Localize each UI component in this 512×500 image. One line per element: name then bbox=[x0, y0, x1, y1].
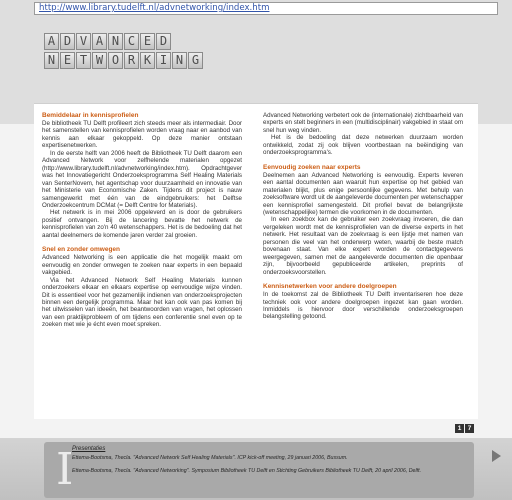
paragraph: Deelnemen aan Advanced Networking is eenvoudig. Experts leveren een aantal documenten aan waaruit hun expertise op het gebied van materialen blijkt, plus enige persoonlijke gegevens. Met behulp van zoeksoftware wordt uit de aangeleverde documenten per wetenschapper een kennisprofiel samengesteld. Dit profiel bevat de belangrijkste (wetenschappelijke) termen die voorkomen in de documenten. bbox=[263, 171, 463, 216]
left-column bbox=[42, 112, 242, 329]
advanced-networking-logo bbox=[44, 33, 204, 69]
page-number-digit: 1 bbox=[455, 424, 464, 433]
section-heading: Snel en zonder omwegen bbox=[42, 246, 121, 254]
next-page-arrow-icon[interactable] bbox=[492, 450, 501, 462]
presentations-list bbox=[72, 446, 467, 475]
logo-tile: G bbox=[188, 52, 203, 69]
paragraph: Het netwerk is in mei 2006 opgeleverd en is door de gebruikers positief ontvangen. Bij de lancering bevatte het netwerk de kennisprofielen van zo'n 40 wetenschappers. Het is de bedoeling dat het aantal deelnemers de komende jaren verder zal groeien. bbox=[42, 209, 242, 239]
logo-tile: T bbox=[76, 52, 91, 69]
logo-tile: O bbox=[108, 52, 123, 69]
url-link[interactable]: http://www.library.tudelft.nl/advnetworking/index.htm bbox=[39, 3, 270, 13]
logo-row-networking bbox=[44, 52, 204, 69]
presentations-title: Presentaties bbox=[72, 446, 106, 452]
section-heading: Bemiddelaar in kennisprofielen bbox=[42, 112, 139, 119]
logo-tile: E bbox=[140, 33, 155, 50]
logo-row-advanced bbox=[44, 33, 204, 50]
logo-tile: N bbox=[172, 52, 187, 69]
paragraph: Het is de bedoeling dat deze netwerken duurzaam worden ontwikkeld, zodat zij ook blijven voortbestaan na beëindiging van onderzoeksprogramma's. bbox=[263, 134, 463, 157]
paragraph: In een zoekbox kan de gebruiker een zoekvraag invoeren, die dan vergeleken wordt met de kennisprofielen van de diverse experts in het netwerk. Het resultaat van de zoekvraag is een lijstje met namen van personen die veel van het onderwerp weten, waarbij de beste match bovenaan staat. Van elke expert worden de contactgegevens weergegeven, samen met de aangeleverde documenten die openbaar zijn, bijvoorbeeld gepubliceerde artikelen, preprints of onderzoeksvoorstellen. bbox=[263, 216, 463, 276]
i-beam-decoration-icon: Ⅰ bbox=[56, 444, 74, 495]
page-number bbox=[455, 424, 474, 433]
presentation-entry: Ettema-Bootsma, Thecla. "Advanced Networking". Symposium Bibliotheek TU Delft en Stichting Gebruikers Bibliotheek TU Delft, 20 april 2006, Delft. bbox=[72, 468, 422, 475]
section-heading: Kennisnetwerken voor andere doelgroepen bbox=[263, 283, 397, 291]
logo-tile: I bbox=[156, 52, 171, 69]
paragraph: Via het Advanced Network Self Healing Materials kunnen onderzoekers elkaar en elkaars expertise op eenvoudige wijze vinden. Dit is essentieel voor het gezamenlijk indienen van onderzoeksprojecten binnen een dergelijk programma. Maar het kan ook van pas komen bij het uitwisselen van ideeën, het beantwoorden van vragen, het oplossen van een praktijkprobleem of om tijdens een conferentie snel even op te zoeken met wie je écht even moet spreken. bbox=[42, 276, 242, 329]
logo-tile: W bbox=[92, 52, 107, 69]
url-bar[interactable] bbox=[34, 2, 498, 15]
right-column bbox=[263, 112, 463, 321]
paragraph: In de eerste helft van 2006 heeft de Bibliotheek TU Delft daarom een Advanced Network voor zelfhelende materialen opgezet (http://www.library.tudelft.nl/advnetworking/index.htm). Opdrachtgever was het Innovatiegericht Onderzoeksprogramma Self Healing Materials van SenterNovem, het agentschap voor duurzaamheid en innovatie van het Ministerie van Economische Zaken. Tijdens dit project is nauw samengewerkt met één van de eindgebruikers: het Delftse Onderzoekcentrum DCMat (= Delft Centre for Materials). bbox=[42, 149, 242, 209]
logo-tile: K bbox=[140, 52, 155, 69]
article-page bbox=[34, 103, 478, 419]
logo-tile: E bbox=[60, 52, 75, 69]
paragraph: Advanced Networking verbetert ook de (internationale) zichtbaarheid van experts en stelt beginners in een (multidisciplinair) vakgebied in staat om snel hun weg vinden. bbox=[263, 112, 463, 134]
footer-panel bbox=[0, 438, 512, 500]
logo-tile: N bbox=[108, 33, 123, 50]
logo-tile: R bbox=[124, 52, 139, 69]
logo-tile: A bbox=[92, 33, 107, 50]
presentations-box bbox=[44, 442, 474, 498]
presentation-entry: Ettema-Bootsma, Thecla. "Advanced Network Self Healing Materials". ICP kick-off meeting, 29 januari 2006, Bussum. bbox=[72, 454, 348, 461]
paragraph: In de toekomst zal de Bibliotheek TU Delft inventariseren hoe deze techniek ook voor andere doelgroepen ingezet kan gaan worden. Inmiddels is hiervoor door verschillende onderzoeksgroepen belangstelling getoond. bbox=[263, 291, 463, 321]
logo-tile: D bbox=[60, 33, 75, 50]
page-number-digit: 7 bbox=[465, 424, 474, 433]
logo-tile: N bbox=[44, 52, 59, 69]
section-heading: Eenvoudig zoeken naar experts bbox=[263, 163, 361, 171]
logo-tile: C bbox=[124, 33, 139, 50]
logo-tile: D bbox=[156, 33, 171, 50]
logo-tile: V bbox=[76, 33, 91, 50]
paragraph: Advanced Networking is een applicatie die het mogelijk maakt om eenvoudig en zonder omwegen te zoeken naar experts in een bepaald vakgebied. bbox=[42, 254, 242, 277]
paragraph: De bibliotheek TU Delft profileert zich steeds meer als intermediair. Door het samenstellen van kennisprofielen worden vraag naar en aanbod van kennis aan elkaar gekoppeld. Op deze manier ontstaan expertisenetwerken. bbox=[42, 120, 242, 150]
logo-tile: A bbox=[44, 33, 59, 50]
